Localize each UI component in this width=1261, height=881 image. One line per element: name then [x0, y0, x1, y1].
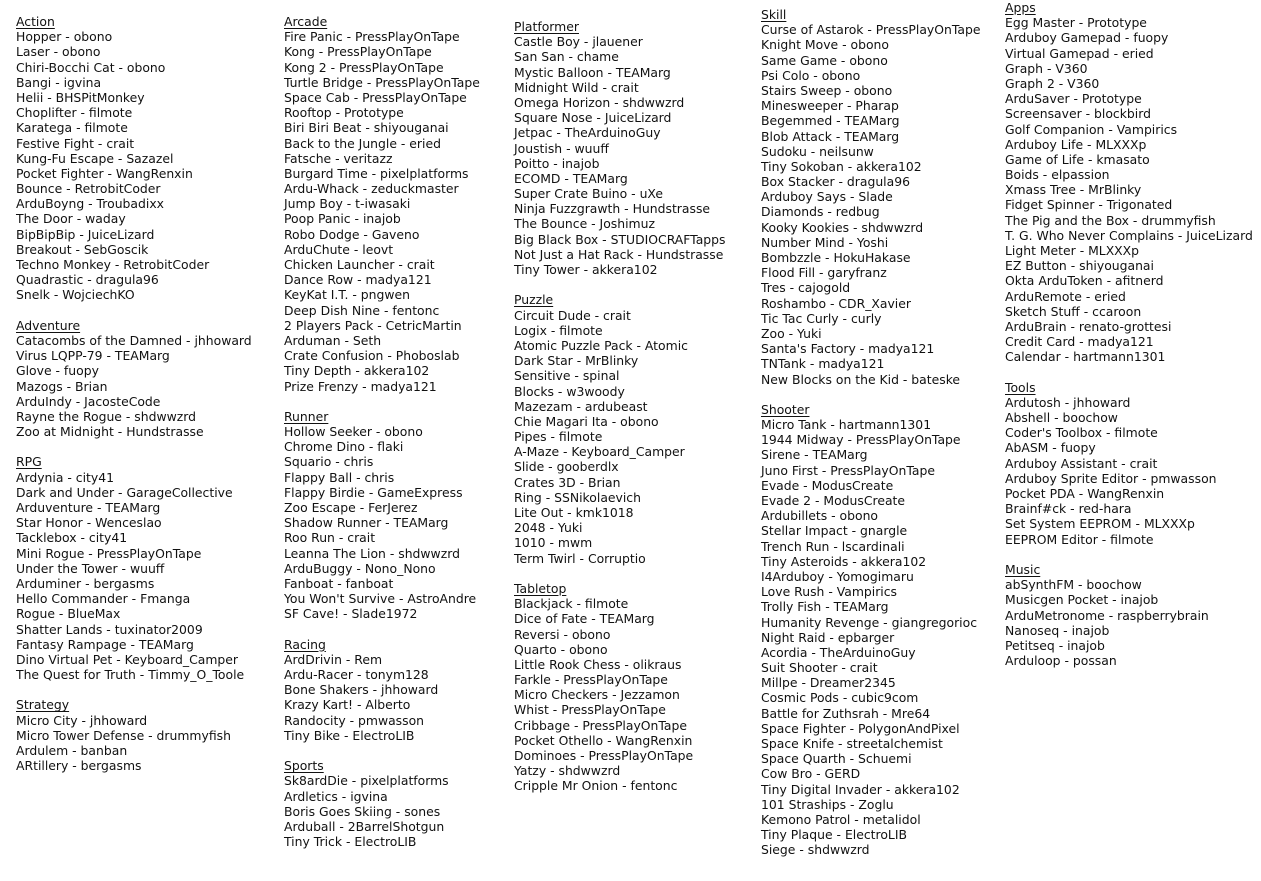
- list-item: Battle for Zuthsrah - Mre64: [761, 705, 931, 721]
- list-item: Tiny Trick - ElectroLIB: [284, 834, 417, 850]
- list-item: Zoo - Yuki: [761, 325, 822, 341]
- list-item: Boids - elpassion: [1005, 167, 1110, 183]
- list-item: Little Rook Chess - olikraus: [514, 656, 682, 672]
- list-item: TNTank - madya121: [761, 356, 885, 372]
- list-item: Breakout - SebGoscik: [16, 241, 149, 257]
- column-2: [284, 14, 480, 849]
- list-item: Kong - PressPlayOnTape: [284, 44, 432, 60]
- list-item: Fanboat - fanboat: [284, 575, 394, 591]
- list-item: 2 Players Pack - CetricMartin: [284, 317, 462, 333]
- list-item: Number Mind - Yoshi: [761, 234, 889, 250]
- section-heading-platformer: Platformer: [514, 19, 579, 34]
- list-item: Leanna The Lion - shdwwzrd: [284, 545, 460, 561]
- list-item: Tiny Bike - ElectroLIB: [284, 727, 415, 743]
- list-item: Bombzzle - HokuHakase: [761, 250, 911, 266]
- list-item: Back to the Jungle - eried: [284, 135, 441, 151]
- list-item: Golf Companion - Vampirics: [1005, 121, 1178, 137]
- list-item: Diamonds - redbug: [761, 204, 880, 220]
- list-item: Box Stacker - dragula96: [761, 174, 910, 190]
- list-item: KeyKat I.T. - pngwen: [284, 287, 410, 303]
- list-item: Square Nose - JuiceLizard: [514, 110, 672, 126]
- list-item: Tiny Digital Invader - akkera102: [761, 781, 960, 797]
- list-item: Dance Row - madya121: [284, 272, 432, 288]
- list-item: Ardu-Racer - tonym128: [284, 667, 429, 683]
- list-item: Arduboy Assistant - crait: [1005, 455, 1158, 471]
- section-spacer: [284, 622, 480, 637]
- list-item: Hollow Seeker - obono: [284, 424, 423, 440]
- list-item: Cow Bro - GERD: [761, 766, 861, 782]
- list-item: Kong 2 - PressPlayOnTape: [284, 59, 444, 75]
- list-item: Arduball - 2BarrelShotgun: [284, 819, 445, 834]
- list-item: Arduminer - bergasms: [16, 575, 155, 591]
- list-item: Ardutosh - jhhoward: [1005, 394, 1131, 410]
- list-item: Nanoseq - inajob: [1005, 622, 1110, 638]
- list-item: Screensaver - blockbird: [1005, 106, 1151, 122]
- list-item: Dominoes - PressPlayOnTape: [514, 748, 694, 764]
- list-item: Night Raid - epbarger: [761, 629, 895, 645]
- list-item: San San - chame: [514, 49, 619, 65]
- list-item: Humanity Revenge - giangregorioc: [761, 614, 978, 630]
- list-item: Zoo Escape - FerJerez: [284, 500, 418, 516]
- list-item: You Won't Survive - AstroAndre: [284, 591, 477, 607]
- section-heading-skill: Skill: [761, 7, 787, 22]
- list-item: Super Crate Buino - uXe: [514, 186, 663, 202]
- column-3: [514, 19, 725, 794]
- list-item: Tacklebox - city41: [16, 530, 128, 546]
- list-item: Arduman - Seth: [284, 332, 382, 348]
- list-item: Coder's Toolbox - filmote: [1005, 425, 1158, 441]
- section-spacer: [284, 394, 480, 409]
- list-item: Poop Panic - inajob: [284, 211, 401, 227]
- list-item: Krazy Kart! - Alberto: [284, 697, 411, 713]
- list-item: Credit Card - madya121: [1005, 334, 1154, 350]
- list-item: Omega Horizon - shdwwzrd: [514, 94, 685, 110]
- list-item: Catacombs of the Damned - jhhoward: [16, 332, 252, 348]
- list-item: Quadrastic - dragula96: [16, 272, 159, 288]
- list-item: Kung-Fu Escape - Sazazel: [16, 150, 174, 166]
- list-item: Yatzy - shdwwzrd: [514, 763, 621, 779]
- list-item: ArduRemote - eried: [1005, 288, 1126, 304]
- list-item: Egg Master - Prototype: [1005, 15, 1147, 31]
- list-item: Snelk - WojciechKO: [16, 287, 135, 303]
- list-item: Laser - obono: [16, 44, 101, 60]
- section-heading-action: Action: [16, 14, 55, 29]
- list-item: Crate Confusion - Phoboslab: [284, 348, 460, 364]
- section-heading-adventure: Adventure: [16, 317, 81, 333]
- list-item: Chrome Dino - flaki: [284, 439, 404, 455]
- list-item: Quarto - obono: [514, 641, 608, 657]
- list-item: Choplifter - filmote: [16, 105, 133, 121]
- list-item: Knight Move - obono: [761, 37, 889, 53]
- list-item: Tres - cajogold: [761, 280, 851, 296]
- list-item: Whist - PressPlayOnTape: [514, 702, 666, 718]
- list-item: Randocity - pmwasson: [284, 712, 425, 728]
- list-item: AbASM - fuopy: [1005, 440, 1096, 456]
- list-item: Blocks - w3woody: [514, 383, 625, 399]
- list-item: Evade 2 - ModusCreate: [761, 493, 906, 509]
- list-item: Fire Panic - PressPlayOnTape: [284, 29, 460, 45]
- list-item: Star Honor - Wenceslao: [16, 515, 162, 531]
- list-item: Arduloop - possan: [1005, 653, 1117, 669]
- list-item: Tic Tac Curly - curly: [761, 310, 882, 326]
- list-item: Castle Boy - jlauener: [514, 34, 643, 50]
- list-item: Zoo at Midnight - Hundstrasse: [16, 424, 204, 440]
- list-item: Term Twirl - Corruptio: [514, 550, 646, 566]
- list-item: Karatega - filmote: [16, 120, 128, 136]
- section-heading-apps: Apps: [1005, 0, 1036, 15]
- list-item: Circuit Dude - crait: [514, 307, 631, 323]
- section-spacer: [16, 682, 252, 697]
- list-item: The Bounce - Joshimuz: [514, 216, 655, 232]
- list-item: Pocket Othello - WangRenxin: [514, 732, 693, 748]
- list-item: 1944 Midway - PressPlayOnTape: [761, 432, 961, 448]
- list-item: Squario - chris: [284, 454, 374, 470]
- list-item: Chiri-Bocchi Cat - obono: [16, 59, 166, 75]
- list-item: Ardu-Whack - zeduckmaster: [284, 181, 459, 197]
- list-item: ArduMetronome - raspberrybrain: [1005, 607, 1209, 623]
- list-item: Psi Colo - obono: [761, 67, 861, 83]
- list-item: Hello Commander - Fmanga: [16, 591, 191, 607]
- list-item: Sirene - TEAMarg: [761, 447, 868, 463]
- list-item: Micro Tower Defense - drummyfish: [16, 727, 231, 743]
- list-item: Sk8ardDie - pixelplatforms: [284, 773, 449, 789]
- list-item: Trolly Fish - TEAMarg: [761, 599, 889, 615]
- list-item: Calendar - hartmann1301: [1005, 349, 1166, 365]
- list-item: Stairs Sweep - obono: [761, 82, 893, 98]
- list-item: Chie Magari Ita - obono: [514, 413, 659, 429]
- list-item: Ardynia - city41: [16, 469, 114, 485]
- section-heading-rpg: RPG: [16, 454, 42, 470]
- list-item: Joustish - wuuff: [514, 140, 609, 156]
- list-item: Farkle - PressPlayOnTape: [514, 672, 668, 688]
- list-item: Tiny Depth - akkera102: [284, 363, 430, 379]
- list-item: Ardletics - igvina: [284, 788, 388, 804]
- section-heading-puzzle: Puzzle: [514, 292, 554, 308]
- list-item: Mini Rogue - PressPlayOnTape: [16, 545, 202, 561]
- list-item: Mystic Balloon - TEAMarg: [514, 64, 671, 80]
- list-item: Light Meter - MLXXXp: [1005, 243, 1140, 259]
- list-item: Begemmed - TEAMarg: [761, 113, 900, 129]
- list-item: Okta ArduToken - afitnerd: [1005, 273, 1164, 289]
- list-item: Jetpac - TheArduinoGuy: [514, 125, 661, 141]
- section-spacer: [284, 743, 480, 758]
- list-item: Arduventure - TEAMarg: [16, 500, 161, 516]
- section-heading-arcade: Arcade: [284, 14, 328, 29]
- list-item: Space Quarth - Schuemi: [761, 751, 912, 767]
- list-item: Siege - shdwwzrd: [761, 842, 870, 858]
- list-item: Shatter Lands - tuxinator2009: [16, 621, 203, 637]
- list-item: Space Cab - PressPlayOnTape: [284, 89, 467, 105]
- list-item: ARtillery - bergasms: [16, 758, 142, 774]
- list-item: abSynthFM - boochow: [1005, 577, 1142, 593]
- list-item: Evade - ModusCreate: [761, 477, 894, 493]
- list-item: Roo Run - crait: [284, 530, 376, 546]
- list-item: Crates 3D - Brian: [514, 474, 621, 490]
- list-item: Slide - gooberdlx: [514, 459, 619, 475]
- section-heading-sports: Sports: [284, 758, 324, 774]
- list-item: Flood Fill - garyfranz: [761, 265, 887, 281]
- list-item: Minesweeper - Pharap: [761, 98, 899, 114]
- section-heading-strategy: Strategy: [16, 697, 70, 713]
- section-spacer: [761, 387, 980, 402]
- list-item: Sudoku - neilsunw: [761, 143, 874, 159]
- list-item: Santa's Factory - madya121: [761, 341, 935, 357]
- list-item: Tiny Tower - akkera102: [514, 262, 658, 278]
- list-item: Not Just a Hat Rack - Hundstrasse: [514, 246, 724, 262]
- list-item: Big Black Box - STUDIOCRAFTapps: [514, 231, 726, 247]
- list-item: Dark Star - MrBlinky: [514, 353, 639, 369]
- list-item: Fatsche - veritazz: [284, 150, 393, 166]
- list-item: New Blocks on the Kid - bateske: [761, 371, 961, 387]
- list-item: Burgard Time - pixelplatforms: [284, 165, 469, 181]
- list-item: Arduboy Gamepad - fuopy: [1005, 30, 1169, 46]
- list-item: The Door - waday: [16, 211, 126, 227]
- list-item: Bone Shakers - jhhoward: [284, 682, 439, 698]
- list-item: BipBipBip - JuiceLizard: [16, 226, 155, 242]
- list-item: Lite Out - kmk1018: [514, 505, 634, 521]
- list-item: Sensitive - spinal: [514, 368, 620, 384]
- list-item: Micro City - jhhoward: [16, 712, 148, 728]
- list-item: Curse of Astarok - PressPlayOnTape: [761, 22, 981, 38]
- list-item: Trench Run - lscardinali: [761, 538, 905, 554]
- list-item: ArduIndy - JacosteCode: [16, 393, 161, 409]
- list-item: Graph - V360: [1005, 60, 1088, 76]
- list-item: Festive Fight - crait: [16, 135, 135, 151]
- section-spacer: [514, 566, 725, 581]
- list-item: Arduboy Sprite Editor - pmwasson: [1005, 470, 1217, 486]
- list-item: Under the Tower - wuuff: [16, 560, 165, 576]
- list-item: Atomic Puzzle Pack - Atomic: [514, 337, 688, 353]
- list-item: Poitto - inajob: [514, 155, 600, 171]
- list-item: Petitseq - inajob: [1005, 637, 1105, 653]
- list-item: Dark and Under - GarageCollective: [16, 484, 233, 500]
- column-1: [16, 14, 252, 773]
- list-item: Sketch Stuff - ccaroon: [1005, 303, 1142, 319]
- list-item: Techno Monkey - RetrobitCoder: [16, 257, 210, 273]
- list-item: T. G. Who Never Complains - JuiceLizard: [1005, 227, 1253, 243]
- list-item: Rayne the Rogue - shdwwzrd: [16, 408, 196, 424]
- list-item: Abshell - boochow: [1005, 410, 1118, 426]
- list-item: 2048 - Yuki: [514, 520, 583, 536]
- list-item: Tiny Sokoban - akkera102: [761, 158, 922, 174]
- list-item: Roshambo - CDR_Xavier: [761, 295, 911, 311]
- list-item: Virtual Gamepad - eried: [1005, 45, 1154, 61]
- list-item: Prize Frenzy - madya121: [284, 378, 437, 394]
- list-item: Kooky Kookies - shdwwzrd: [761, 219, 924, 235]
- list-item: Juno First - PressPlayOnTape: [761, 462, 935, 478]
- list-item: Cosmic Pods - cubic9com: [761, 690, 919, 706]
- list-item: Ardubillets - obono: [761, 508, 879, 524]
- section-heading-shooter: Shooter: [761, 401, 810, 417]
- list-item: Biri Biri Beat - shiyouganai: [284, 120, 449, 136]
- list-item: Arduboy Says - Slade: [761, 189, 893, 205]
- list-item: Reversi - obono: [514, 626, 611, 642]
- section-spacer: [1005, 365, 1253, 380]
- list-item: Midnight Wild - crait: [514, 79, 639, 95]
- list-item: ArduChute - leovt: [284, 241, 394, 257]
- list-item: Space Knife - streetalchemist: [761, 736, 943, 752]
- list-item: Mazogs - Brian: [16, 378, 108, 394]
- list-item: Virus LQPP-79 - TEAMarg: [16, 348, 170, 364]
- list-item: Micro Tank - hartmann1301: [761, 417, 932, 433]
- list-item: Graph 2 - V360: [1005, 75, 1100, 91]
- list-item: Pocket Fighter - WangRenxin: [16, 165, 193, 181]
- list-item: The Quest for Truth - Timmy_O_Toole: [16, 667, 245, 683]
- list-item: ArduBuggy - Nono_Nono: [284, 560, 436, 576]
- list-item: ArdDrivin - Rem: [284, 651, 383, 667]
- list-item: Bangi - igvina: [16, 74, 102, 90]
- list-item: Set System EEPROM - MLXXXp: [1005, 516, 1195, 532]
- list-item: The Pig and the Box - drummyfish: [1005, 212, 1216, 228]
- list-item: Glove - fuopy: [16, 363, 99, 379]
- list-item: Turtle Bridge - PressPlayOnTape: [284, 74, 480, 90]
- list-item: Shadow Runner - TEAMarg: [284, 515, 449, 531]
- list-item: Suit Shooter - crait: [761, 660, 878, 676]
- list-item: EZ Button - shiyouganai: [1005, 258, 1154, 274]
- section-spacer: [1005, 547, 1253, 562]
- list-item: Boris Goes Skiing - sones: [284, 803, 441, 819]
- list-item: 101 Straships - Zoglu: [761, 796, 894, 812]
- list-item: Rooftop - Prototype: [284, 105, 404, 121]
- section-spacer: [514, 277, 725, 292]
- list-item: Love Rush - Vampirics: [761, 584, 898, 600]
- list-item: SF Cave! - Slade1972: [284, 606, 418, 622]
- list-item: Deep Dish Nine - fentonc: [284, 302, 440, 318]
- list-item: Dice of Fate - TEAMarg: [514, 611, 655, 627]
- list-item: Musicgen Pocket - inajob: [1005, 592, 1159, 608]
- list-item: Brainf#ck - red-hara: [1005, 501, 1132, 517]
- list-item: EEPROM Editor - filmote: [1005, 531, 1154, 547]
- section-spacer: [16, 439, 252, 454]
- column-4: [761, 7, 980, 858]
- list-item: Chicken Launcher - crait: [284, 257, 435, 273]
- list-item: ArduBrain - renato-grottesi: [1005, 318, 1172, 334]
- list-item: Ring - SSNikolaevich: [514, 489, 641, 505]
- list-item: Flappy Birdie - GameExpress: [284, 484, 463, 500]
- section-heading-racing: Racing: [284, 636, 326, 652]
- list-item: Robo Dodge - Gaveno: [284, 226, 420, 242]
- list-item: Mazezam - ardubeast: [514, 398, 648, 414]
- list-item: Bounce - RetrobitCoder: [16, 181, 161, 197]
- list-item: Game of Life - kmasato: [1005, 151, 1150, 167]
- list-item: Fantasy Rampage - TEAMarg: [16, 636, 194, 652]
- list-item: Helii - BHSPitMonkey: [16, 89, 145, 105]
- list-item: Stellar Impact - gnargle: [761, 523, 908, 539]
- section-heading-runner: Runner: [284, 408, 329, 424]
- column-5: [1005, 0, 1253, 668]
- section-heading-tools: Tools: [1005, 379, 1036, 395]
- list-item: ArduSaver - Prototype: [1005, 91, 1142, 107]
- list-item: ECOMD - TEAMarg: [514, 170, 628, 186]
- list-item: Pipes - filmote: [514, 429, 603, 445]
- list-item: Tiny Asteroids - akkera102: [761, 553, 927, 569]
- list-item: Kemono Patrol - metalidol: [761, 811, 921, 827]
- list-item: Rogue - BlueMax: [16, 606, 121, 622]
- list-item: Tiny Plaque - ElectroLIB: [761, 827, 907, 843]
- list-item: Space Fighter - PolygonAndPixel: [761, 720, 960, 736]
- list-item: Pocket PDA - WangRenxin: [1005, 486, 1165, 502]
- list-item: Ninja Fuzzgrawth - Hundstrasse: [514, 201, 711, 217]
- list-item: Micro Checkers - Jezzamon: [514, 687, 680, 703]
- list-item: Jump Boy - t-iwasaki: [284, 196, 411, 212]
- list-item: Blackjack - filmote: [514, 596, 629, 612]
- list-item: Hopper - obono: [16, 29, 113, 45]
- list-item: Same Game - obono: [761, 52, 888, 68]
- list-item: Dino Virtual Pet - Keyboard_Camper: [16, 651, 238, 667]
- list-item: 1010 - mwm: [514, 535, 593, 551]
- list-item: Cripple Mr Onion - fentonc: [514, 778, 678, 794]
- list-item: Acordia - TheArduinoGuy: [761, 644, 916, 660]
- list-item: Blob Attack - TEAMarg: [761, 128, 900, 144]
- list-item: A-Maze - Keyboard_Camper: [514, 444, 685, 460]
- list-item: Fidget Spinner - Trigonated: [1005, 197, 1173, 213]
- list-item: I4Arduboy - Yomogimaru: [761, 568, 914, 584]
- section-spacer: [16, 303, 252, 318]
- list-item: Millpe - Dreamer2345: [761, 675, 896, 691]
- list-item: Cribbage - PressPlayOnTape: [514, 717, 688, 733]
- list-item: Arduboy Life - MLXXXp: [1005, 136, 1147, 152]
- list-item: Ardulem - banban: [16, 743, 128, 759]
- list-item: Logix - filmote: [514, 322, 603, 338]
- list-item: Xmass Tree - MrBlinky: [1005, 182, 1142, 198]
- section-heading-tabletop: Tabletop: [514, 580, 567, 596]
- list-item: ArduBoyng - Troubadixx: [16, 196, 164, 212]
- section-heading-music: Music: [1005, 561, 1041, 577]
- list-item: Flappy Ball - chris: [284, 469, 395, 485]
